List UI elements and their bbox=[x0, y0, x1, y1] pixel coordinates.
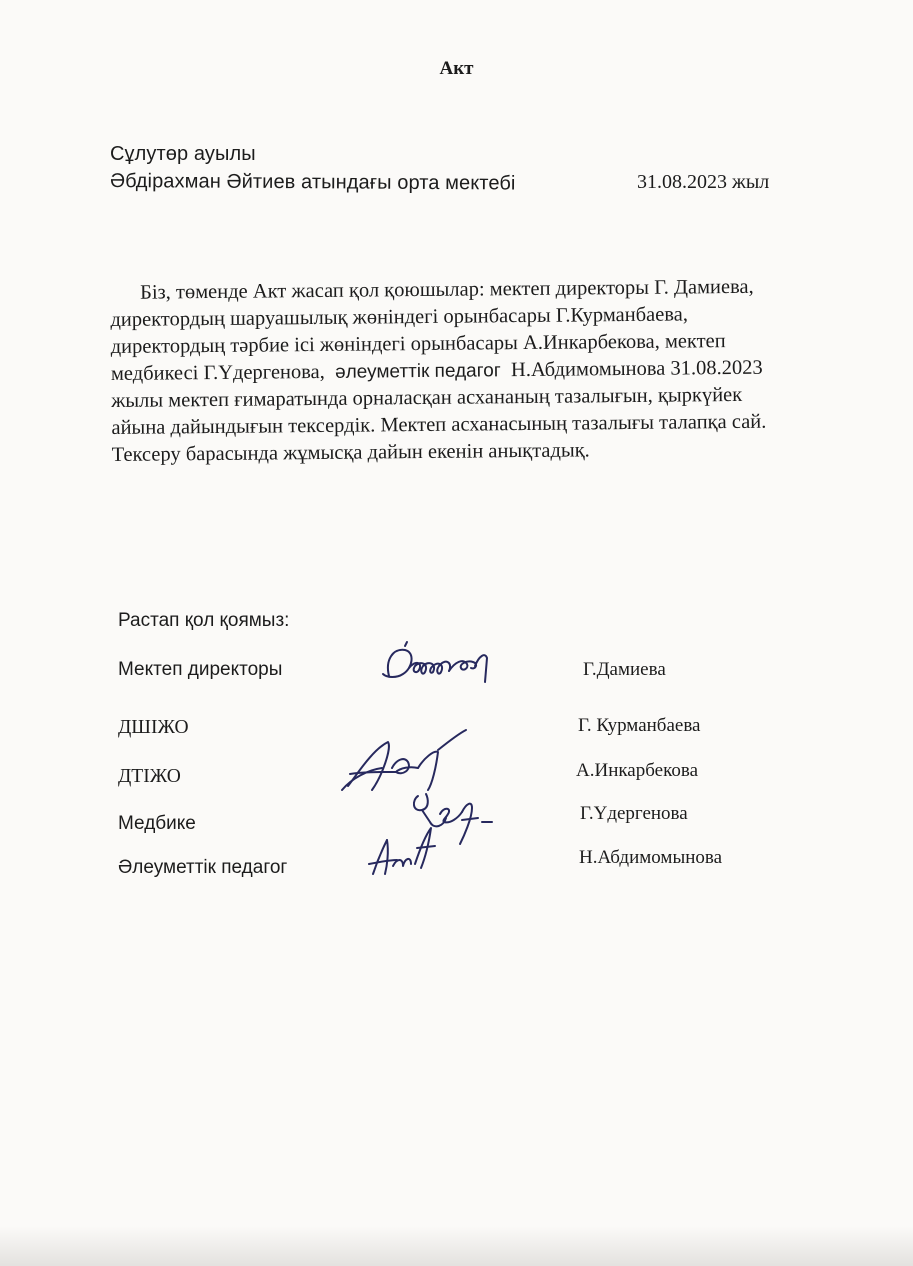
page-shadow bbox=[0, 1226, 913, 1266]
body-line: айына дайындығын тексердік. Мектеп асханасының тазалығы талапқа сай. bbox=[111, 410, 767, 439]
body-line: Біз, төменде Акт жасап қол қоюшылар: мектеп директоры Г. Дамиева, bbox=[140, 275, 754, 304]
signatory-role: Мектеп директоры bbox=[118, 659, 283, 680]
body-line: директордың шаруашылық жөніндегі орынбасары Г.Курманбаева, bbox=[110, 303, 689, 331]
director-signature bbox=[375, 638, 505, 688]
signatory-role: Медбике bbox=[118, 813, 196, 834]
body-line: директордың тәрбие ісі жөніндегі орынбасары А.Инкарбекова, мектеп bbox=[110, 330, 726, 358]
signatory-role: ДШІЖО bbox=[118, 717, 189, 738]
approval-heading: Растап қол қоямыз: bbox=[118, 610, 290, 631]
act-body bbox=[110, 273, 872, 469]
signatory-name: Г.Үдергенова bbox=[580, 803, 688, 824]
village-name: Сұлутөр ауылы bbox=[110, 143, 256, 165]
document-date: 31.08.2023 жыл bbox=[637, 171, 770, 193]
body-line-part: әлеуметтік педагог bbox=[334, 360, 501, 383]
document-title: Акт bbox=[439, 58, 474, 79]
body-line: жылы мектеп ғимаратында орналасқан асхананың тазалығын, қыркүйек bbox=[111, 383, 743, 412]
body-line-part: медбикесі Г.Үдергенова, bbox=[110, 360, 325, 385]
signatory-name: Г.Дамиева bbox=[583, 659, 666, 680]
signatory-name: А.Инкарбекова bbox=[576, 760, 699, 781]
signatory-role: ДТІЖО bbox=[118, 766, 181, 787]
body-line: Тексеру барасында жұмысқа дайын екенін анықтадық. bbox=[111, 439, 590, 466]
signatory-name: Г. Курманбаева bbox=[578, 715, 701, 736]
social-pedagogue-signature bbox=[365, 822, 445, 882]
signatory-role: Әлеуметтік педагог bbox=[118, 857, 288, 878]
school-name: Әбдірахман Әйтиев атындағы орта мектебі bbox=[109, 170, 516, 195]
body-line-part: Н.Абдимомынова 31.08.2023 bbox=[510, 356, 763, 382]
signatory-name: Н.Абдимомынова bbox=[579, 847, 723, 868]
